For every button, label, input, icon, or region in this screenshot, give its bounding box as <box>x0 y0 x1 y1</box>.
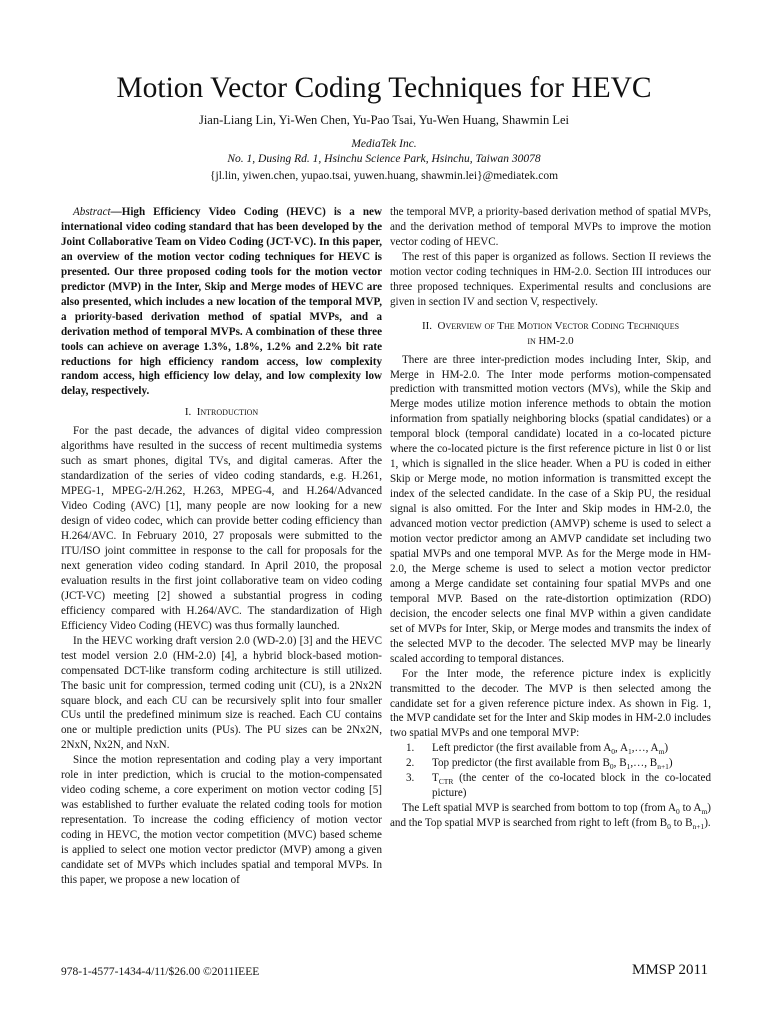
paragraph: For the Inter mode, the reference picture index is explicitly transmitted to the decoder. The MVP is then selected among the candidate set for a given reference picture index. As shown in Fig. 1, the MVP candidate set for the Inter and Skip modes in HM-2.0 includes two spatial MVPs and one temporal MVP: <box>390 667 711 740</box>
abstract <box>61 205 382 399</box>
paragraph: The Left spatial MVP is searched from bottom to top (from $A_0$ to $A_m$) and the Top spatial MVP is searched from right to left (from $B_0$ to $B_{n+1}$). <box>390 802 711 832</box>
list-item: 1. Left predictor (the first available from $A_0$, $A_1,\dots$, $A_m$) <box>406 742 669 757</box>
section-number: II. <box>421 319 433 332</box>
affiliation-address: No. 1, Dusing Rd. 1, Hsinchu Science Park, Hsinchu, Taiwan 30078 <box>227 153 541 165</box>
paper-title: Motion Vector Coding Techniques for HEVC <box>116 72 652 104</box>
right-column <box>390 205 711 831</box>
paragraph: The rest of this paper is organized as follows. Section II reviews the motion vector coding techniques in HM-2.0. Section III introduces our three proposed techniques. Experimental results and conclusions are given in section IV and section V, respectively. <box>390 250 711 308</box>
section-title-line2-b: HM-2.0 <box>538 334 574 347</box>
section-title: Introduction <box>196 406 259 419</box>
paragraph: There are three inter-prediction modes including Inter, Skip, and Merge in HM-2.0. The Inter mode performs motion-compensated prediction with transmitted motion vectors (MVs), while the Skip and Merge modes utilize motion inference methods to obtain the motion information from spatially neighboring blocks (spatial candidates) or a temporal block (temporal candidate) located in a co-located picture where the co-located picture is the first reference picture in list 0 or list 1, which is signalled in the slice header. When a PU is coded in either Skip or Merge mode, no motion information is transmitted except the index of the selected candidate. In the case of a Skip PU, the residual signal is also omitted. For the Inter and Skip modes in HM-2.0, the advanced motion vector prediction (AMVP) scheme is used to select a motion vector predictor among an AMVP candidate set including two spatial MVPs and one temporal MVP. As for the Merge mode in HM-2.0, the Merge scheme is used to select a motion vector predictor among a Merge candidate set containing four spatial MVPs and one temporal MVP. Based on the rate-distortion optimization (RDO) decision, the encoder selects one final MVP within a given candidate set of MVPs for Inter, Skip, or Merge modes and transmits the index of the selected MVP to the decoder. The selected MVP may be linearly scaled according to temporal distances. <box>390 353 711 665</box>
paragraph: In the HEVC working draft version 2.0 (WD-2.0) [3] and the HEVC test model version 2.0 (HM-2.0) [4], a hybrid block-based motion-compensated DCT-like transform coding architecture is still utilized. The basic unit for compression, termed coding unit (CU), is a 2Nx2N square block, and each CU can be recursively split into four smaller CUs until the predefined minimum size is reached. Each CU contains one or multiple prediction units (PUs). The PU sizes can be 2Nx2N, 2NxN, Nx2N, and NxN. <box>61 634 382 752</box>
list-item: 2. Top predictor (the first available from $B_0$, $B_1,\dots$, $B_{n+1}$) <box>406 757 673 772</box>
footer-isbn: 978-1-4577-1434-4/11/$26.00 ©2011IEEE <box>61 966 260 978</box>
left-column <box>61 205 382 888</box>
mvp-candidate-list <box>390 741 711 801</box>
section-heading-overview <box>390 319 711 349</box>
section-title-line1: Overview of The Motion Vector Coding Techniques <box>437 319 680 332</box>
section-heading-introduction <box>61 405 382 420</box>
section-number: I. <box>184 406 192 419</box>
paragraph: Since the motion representation and coding play a very important role in inter prediction, which is crucial to the motion-compensated video coding scheme, a core experiment on motion vector coding [5] was established to further evaluate the related coding tools for motion representation. To increase the coding efficiency of motion vector coding in HEVC, the motion vector competition (MVC) based scheme is applied to select one motion vector predictor (MVP) among a given candidate set of MVPs which includes spatial and temporal MVPs. In this paper, we propose a new location of <box>61 754 382 886</box>
author-emails: {jl.lin, yiwen.chen, yupao.tsai, yuwen.huang, shawmin.lei}@mediatek.com <box>209 170 559 182</box>
section-title-line2-a: in <box>527 334 536 347</box>
affiliation: MediaTek Inc. <box>351 138 417 150</box>
abstract-lead: Abstract <box>73 206 111 218</box>
paragraph-continued: the temporal MVP, a priority-based derivation method of spatial MVPs, and the derivation method of temporal MVPs to improve the motion vector coding of HEVC. <box>390 206 711 248</box>
abstract-text: —High Efficiency Video Coding (HEVC) is a new international video coding standard that has been developed by the Joint Collaborative Team on Video Coding (JCT-VC). In this paper, an overview of the motion vector coding techniques for HEVC is presented. Our three proposed coding tools for the motion vector predictor (MVP) in the Inter, Skip and Merge modes of HEVC are also presented, which includes a new location of the temporal MVP, a priority-based derivation method of spatial MVPs, and a derivation method of temporal MVPs. A combination of these three tools can achieve on average 1.3%, 1.8%, 1.2% and 2.2% bit rate reductions for high efficiency random access, low complexity random access, high efficiency low delay, and low complexity low delay, respectively. <box>61 206 382 398</box>
list-item: 3. $T_{CTR}$ (the center of the co-located block in the co-located picture) <box>406 772 711 800</box>
paragraph: For the past decade, the advances of digital video compression algorithms have resulted in the success of recent multimedia systems such as smart phones, digital TVs, and digital cameras. After the standardization of the series of video coding standards, e.g. H.261, MPEG-1, MPEG-2/H.262, H.263, MPEG-4, and H.264/Advanced Video Coding (AVC) [1], many people are now looking for a new design of video codec, which can provide better coding efficiency than H.264/AVC. In February 2010, 27 proposals were submitted to the ITU/ISO joint committee in response to the call for proposals for the next generation video coding standard. In April 2010, the proposal evaluation results in the first joint collaborative team on video coding (JCT-VC) meeting [2] showed a substantial progress in coding efficiency compared with H.264/AVC. The standardization of High Efficiency Video Coding (HEVC) was thus formally launched. <box>61 425 382 632</box>
footer-venue: MMSP 2011 <box>632 962 708 978</box>
author-list: Jian-Liang Lin, Yi-Wen Chen, Yu-Pao Tsai, Yu-Wen Huang, Shawmin Lei <box>198 113 570 127</box>
